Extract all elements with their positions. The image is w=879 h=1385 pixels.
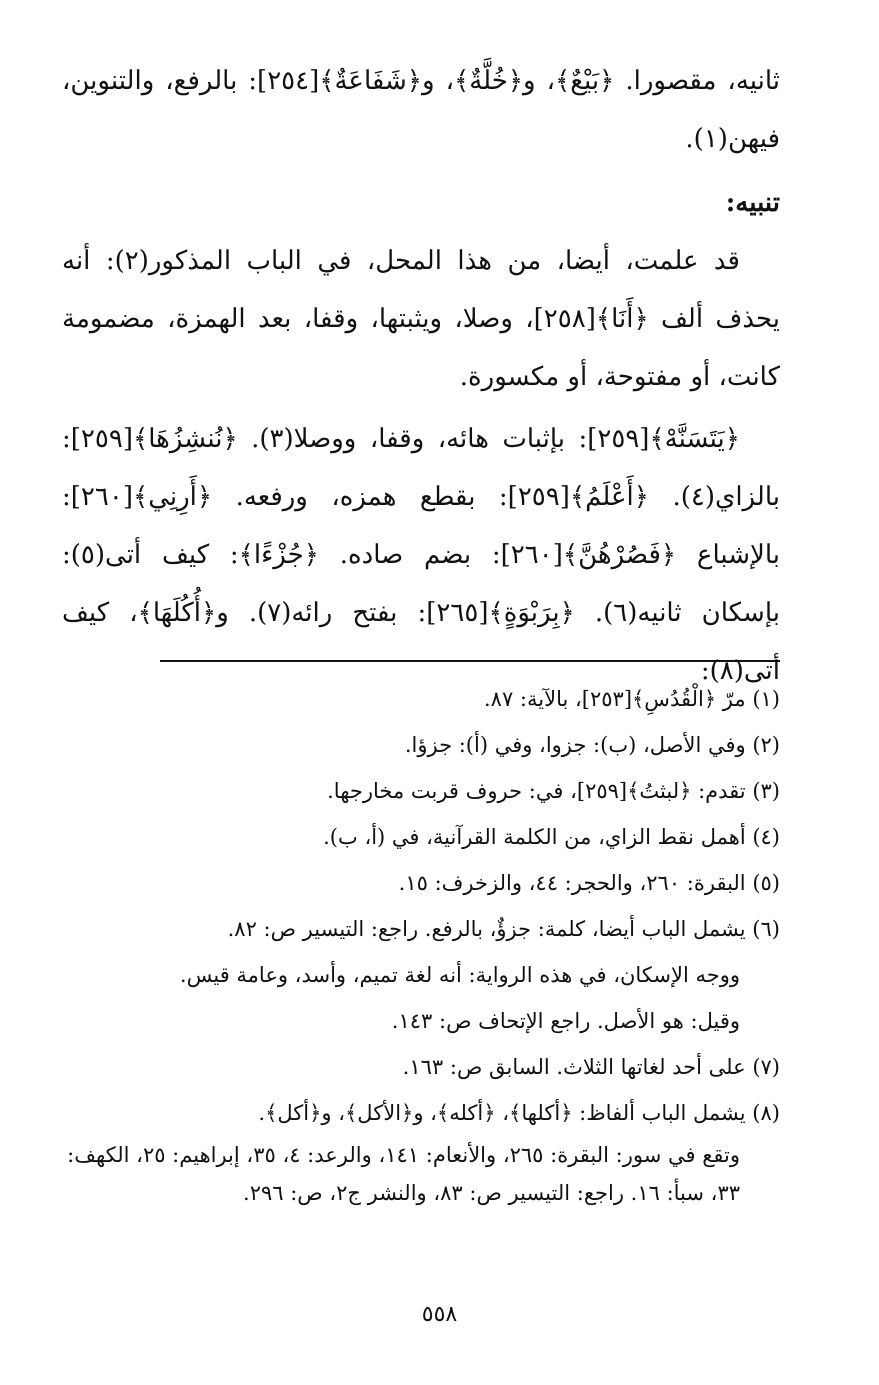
footnote-5: (٥) البقرة: ٢٦٠، والحجر: ٤٤، والزخرف: ١٥.	[398, 871, 780, 895]
footnote-1: (١) مرّ ﴿الْقُدُسِ﴾[٢٥٣]، بالآية: ٨٧.	[483, 687, 780, 711]
paragraph-2: قد علمت، أيضا، من هذا المحل، في الباب المذكور(٢): أنه يحذف ألف ﴿أَنَا﴾[٢٥٨]، وصلا، ويثبتها، وقفا، بعد الهمزة، مضمومة كانت، أو مفتوحة، أو مكسورة.	[62, 246, 780, 392]
paragraph-3: ﴿يَتَسَنَّهْ﴾[٢٥٩]: بإثبات هائه، وقفا، ووصلا(٣). ﴿نُنشِزُهَا﴾[٢٥٩]: بالزاي(٤). ﴿أَعْلَمُ﴾[٢٥٩]: بقطع همزه، ورفعه. ﴿أَرِنِي﴾[٢٦٠]: بالإشباع ﴿فَصُرْهُنَّ﴾[٢٦٠]: بضم صاده. ﴿جُزْءًا﴾: كيف أتى(٥): بإسكان ثانيه(٦). ﴿بِرَبْوَةٍ﴾[٢٦٥]: بفتح رائه(٧). و﴿أُكُلَهَا﴾، كيف أتى(٨):	[62, 424, 780, 686]
main-text	[62, 52, 780, 700]
footnote-6-cont-1: ووجه الإسكان، في هذه الرواية: أنه لغة تميم، وأسد، وعامة قيس.	[179, 963, 740, 987]
footnote-3: (٣) تقدم: ﴿لبثتُ﴾[٢٥٩]، في: حروف قربت مخارجها.	[327, 779, 780, 803]
footnote-6-cont-2: وقيل: هو الأصل. راجع الإتحاف ص: ١٤٣.	[391, 1009, 740, 1033]
footnote-6: (٦) يشمل الباب أيضا، كلمة: جزؤٌ، بالرفع. راجع: التيسير ص: ٨٢.	[227, 917, 780, 941]
footnote-7: (٧) على أحد لغاتها الثلاث. السابق ص: ١٦٣.	[402, 1055, 780, 1079]
footnote-8-cont: وتقع في سور: البقرة: ٢٦٥، والأنعام: ١٤١، والرعد: ٤، ٣٥، إبراهيم: ٢٥، الكهف: ٣٣، سبأ: ١٦. راجع: التيسير ص: ٨٣، والنشر ج٢، ص: ٢٩٦.	[67, 1143, 740, 1205]
footnote-8: (٨) يشمل الباب ألفاظ: ﴿أكلها﴾، ﴿أكله﴾، و﴿الأكل﴾، و﴿أكل﴾.	[258, 1101, 780, 1125]
paragraph-1: ثانيه، مقصورا. ﴿بَيْعٌ﴾، و﴿خُلَّةٌ﴾، و﴿شَفَاعَةٌ﴾[٢٥٤]: بالرفع، والتنوين، فيهن(١).	[62, 66, 781, 154]
page-number: ٥٥٨	[421, 1302, 458, 1327]
footnotes	[60, 676, 780, 1212]
footnote-2: (٢) وفي الأصل، (ب): جزوا، وفي (أ): جزؤا.	[404, 733, 780, 757]
footnote-separator	[160, 660, 780, 662]
footnote-4: (٤) أهمل نقط الزاي، من الكلمة القرآنية، في (أ، ب).	[323, 825, 780, 849]
heading-tanbih: تنبيه:	[725, 188, 780, 218]
